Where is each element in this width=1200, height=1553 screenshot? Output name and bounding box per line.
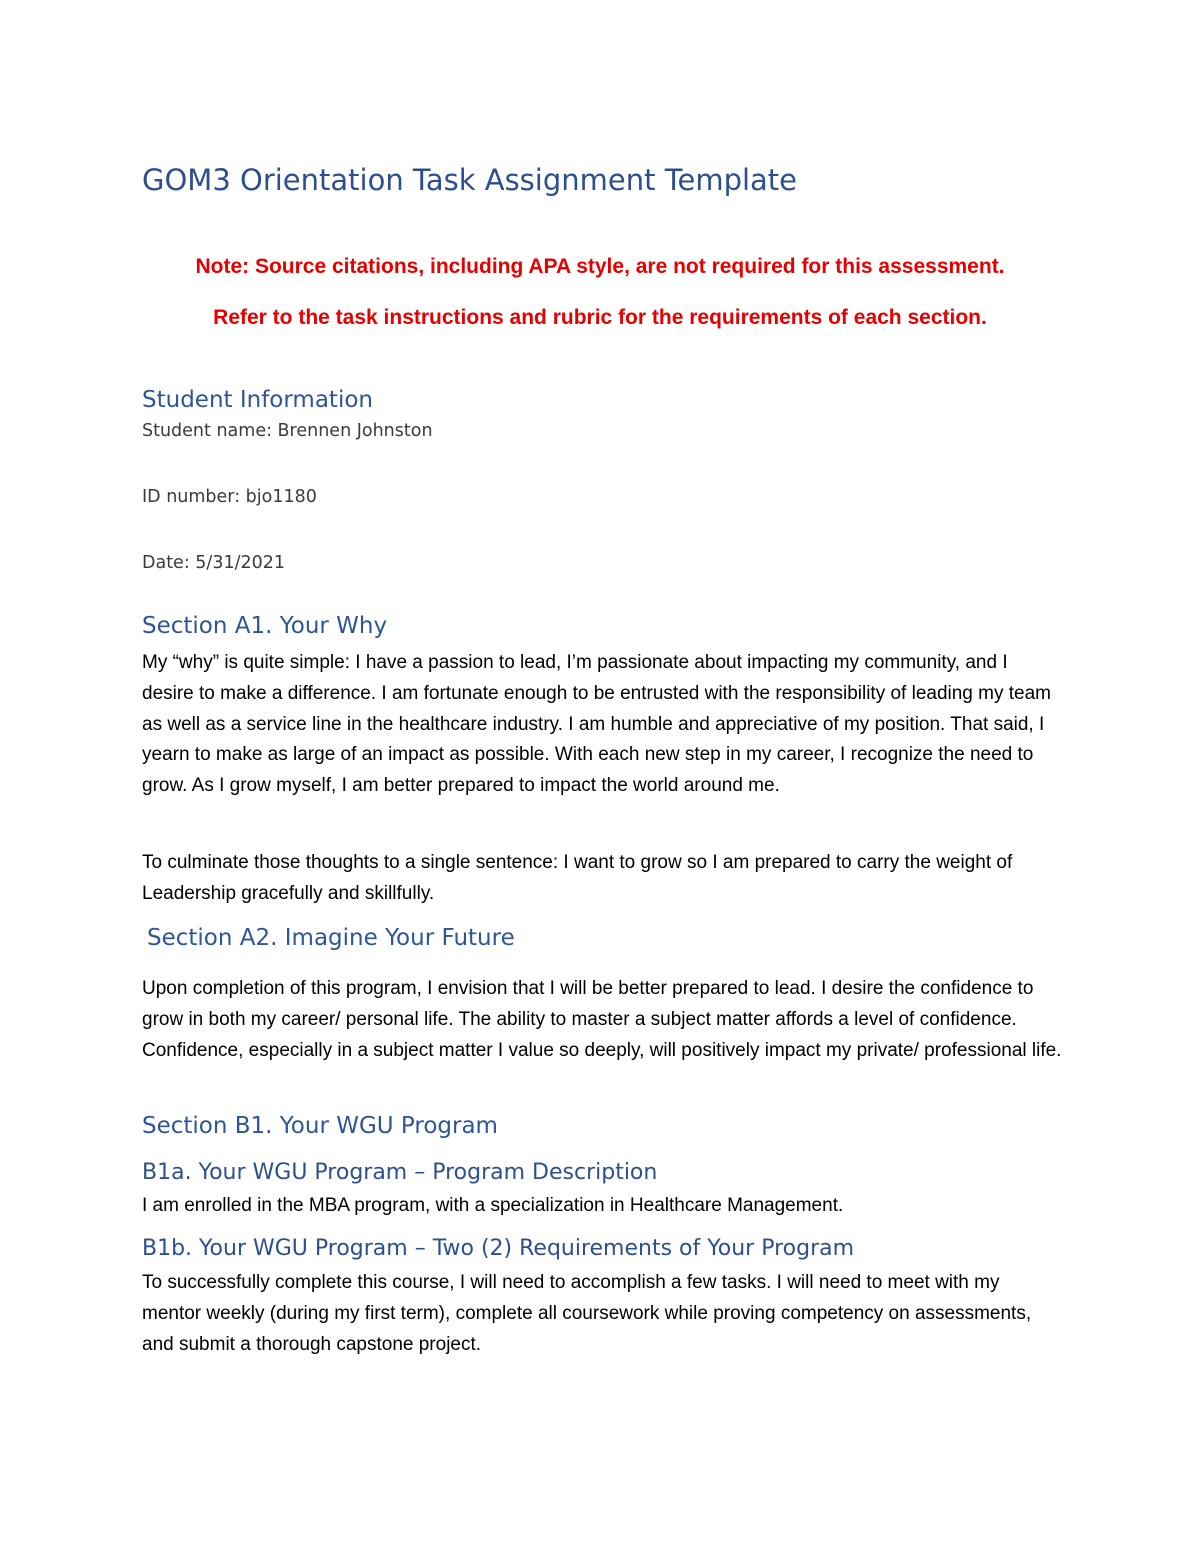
section-a1-paragraph-1: My “why” is quite simple: I have a passion to lead, I’m passionate about impacting my community, and I desire to make a difference. I am fortunate enough to be entrusted with the responsibility of leading my team as well as a service line in the healthcare industry. I am humble and appreciative of my position. That said, I yearn to make as large of an impact as possible. With each new step in my career, I recognize the need to grow. As I grow myself, I am better prepared to impact the world around me. [142, 652, 1052, 797]
section-a2-heading: Section A2. Imagine Your Future [147, 925, 515, 951]
note-citations: Note: Source citations, including APA style, are not required for this assessment. [195, 255, 1005, 278]
section-a2-paragraph: Upon completion of this program, I envision that I will be better prepared to lead. I desire the confidence to grow in both my career/ personal life. The ability to master a subject matter affords a level of confidence. Confidence, especially in a subject matter I value so deeply, will positively impact my private/ professional life. [142, 978, 1062, 1061]
note-rubric: Refer to the task instructions and rubric for the requirements of each section. [213, 306, 987, 329]
student-information-heading: Student Information [142, 387, 373, 413]
section-a1-paragraph-2: To culminate those thoughts to a single sentence: I want to grow so I am prepared to carry the weight of Leadership gracefully and skillfully. [142, 852, 1013, 904]
submission-date: Date: 5/31/2021 [142, 553, 286, 573]
section-b1-heading: Section B1. Your WGU Program [142, 1113, 498, 1139]
student-name: Student name: Brennen Johnston [142, 421, 433, 441]
section-b1a-heading: B1a. Your WGU Program – Program Description [142, 1160, 658, 1185]
section-b1b-text: To successfully complete this course, I will need to accomplish a few tasks. I will need to meet with my mentor weekly (during my first term), complete all coursework while proving competency on assessments, and submit a thorough capstone project. [142, 1272, 1032, 1355]
student-id: ID number: bjo1180 [142, 487, 317, 507]
section-a1-heading: Section A1. Your Why [142, 613, 388, 639]
section-b1b-heading: B1b. Your WGU Program – Two (2) Requirements of Your Program [142, 1236, 855, 1261]
document-title: GOM3 Orientation Task Assignment Template [142, 163, 798, 197]
section-b1a-text: I am enrolled in the MBA program, with a specialization in Healthcare Management. [142, 1195, 844, 1216]
